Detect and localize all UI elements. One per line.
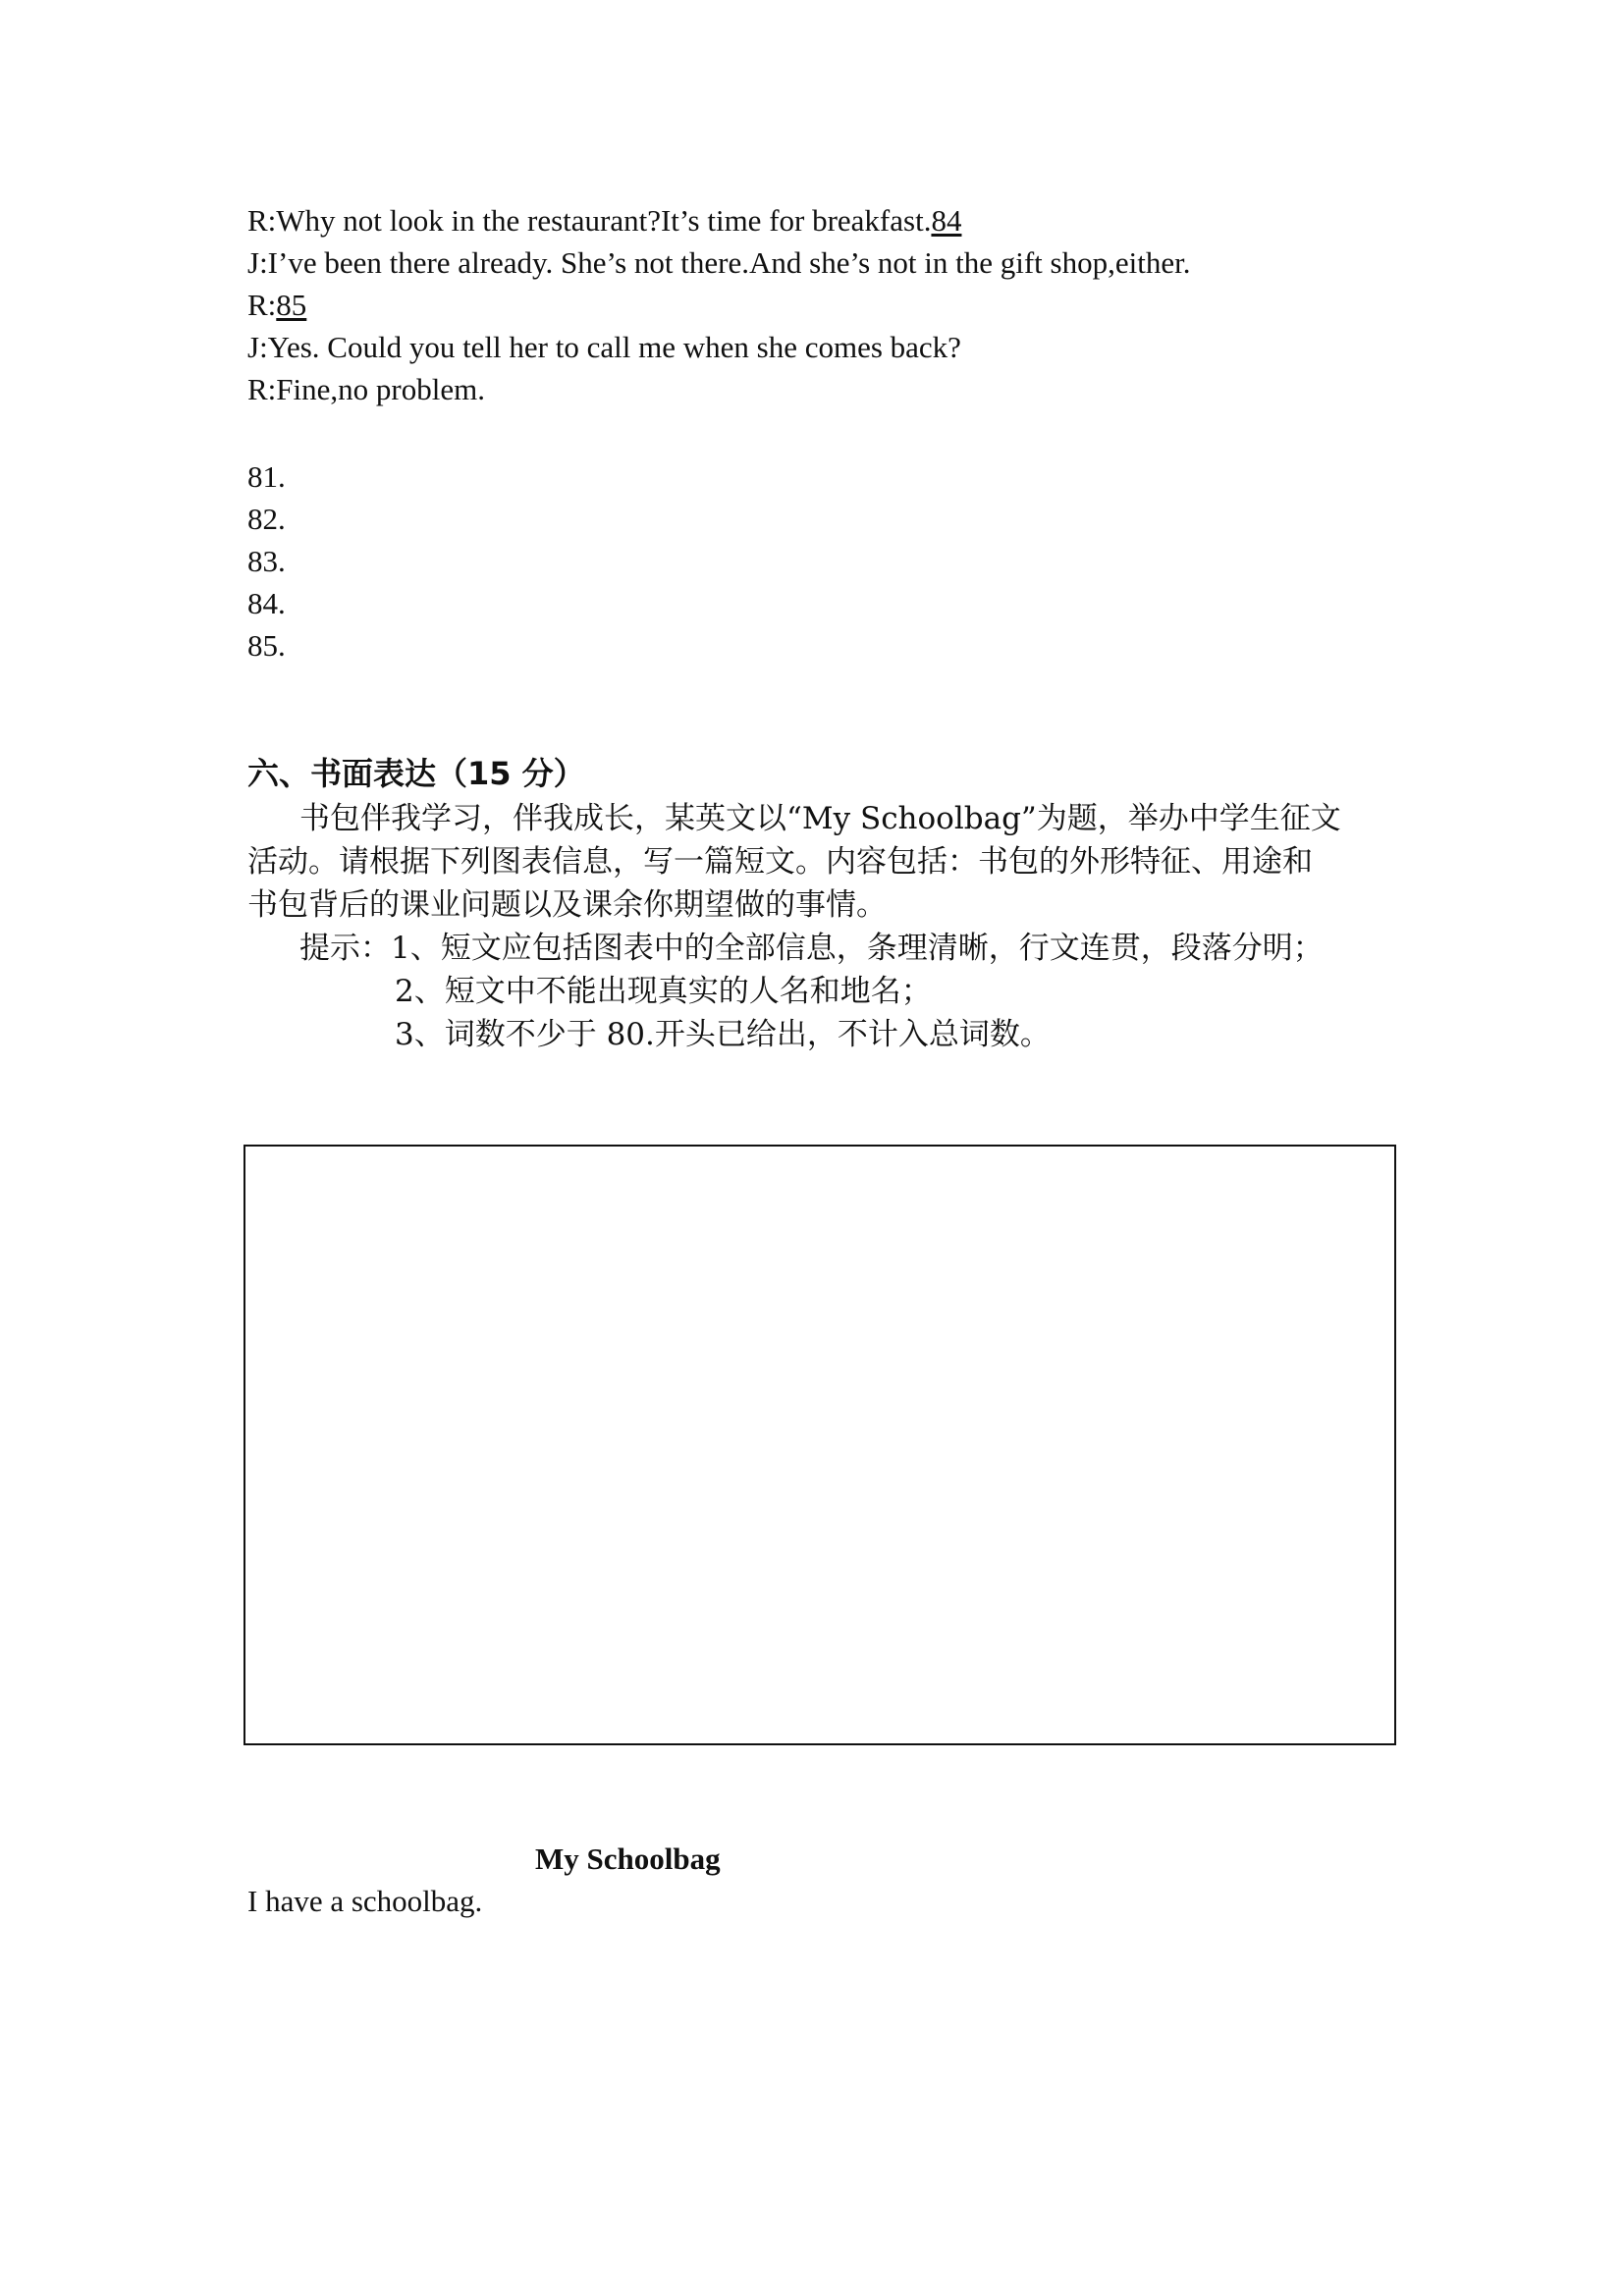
dialogue-line-1 <box>247 201 961 240</box>
dialogue-line-4 <box>247 328 961 367</box>
blank-number: 85 <box>276 288 307 322</box>
dialogue-text: R:Why not look in the restaurant?It’s time for breakfast. <box>247 203 932 238</box>
intro-line-3: 书包背后的课业问题以及课余你期望做的事情。 <box>247 887 887 923</box>
dialogue-text: J:Yes. Could you tell her to call me when she comes back? <box>247 330 961 364</box>
answer-81: 81. <box>247 459 286 494</box>
tip-line-2: 2、短文中不能出现真实的人名和地名； <box>395 974 932 1009</box>
tips-label: 提示： <box>299 931 391 966</box>
tip-line-1 <box>299 927 1443 970</box>
chart-box <box>244 1145 1396 1745</box>
answer-83: 83. <box>247 544 286 578</box>
essay-title: My Schoolbag <box>535 1842 721 1876</box>
dialogue-text: R:Fine,no problem. <box>247 372 485 406</box>
dialogue-text: R: <box>247 288 277 322</box>
tip-text: 1、短文应包括图表中的全部信息，条理清晰，行文连贯，段落分明； <box>391 931 1324 966</box>
answer-85: 85. <box>247 628 286 663</box>
essay-opening: I have a schoolbag. <box>247 1884 483 1918</box>
intro-line-1: 书包伴我学习，伴我成长，某英文以“My Schoolbag”为题，举办中学生征文 <box>299 801 1341 836</box>
section-heading: 六、书面表达（15 分） <box>247 755 585 792</box>
dialogue-text: J:I’ve been there already. She’s not there.And she’s not in the gift shop,either. <box>247 245 1191 280</box>
dialogue-line-3 <box>247 286 306 325</box>
intro-line-2: 活动。请根据下列图表信息，写一篇短文。内容包括：书包的外形特征、用途和 <box>247 844 1313 880</box>
dialogue-line-5 <box>247 370 485 409</box>
answer-82: 82. <box>247 502 286 536</box>
dialogue-line-2 <box>247 243 1190 283</box>
blank-number: 84 <box>931 203 962 238</box>
tip-line-3: 3、词数不少于 80.开头已给出，不计入总词数。 <box>395 1017 1051 1052</box>
answer-84: 84. <box>247 586 286 620</box>
